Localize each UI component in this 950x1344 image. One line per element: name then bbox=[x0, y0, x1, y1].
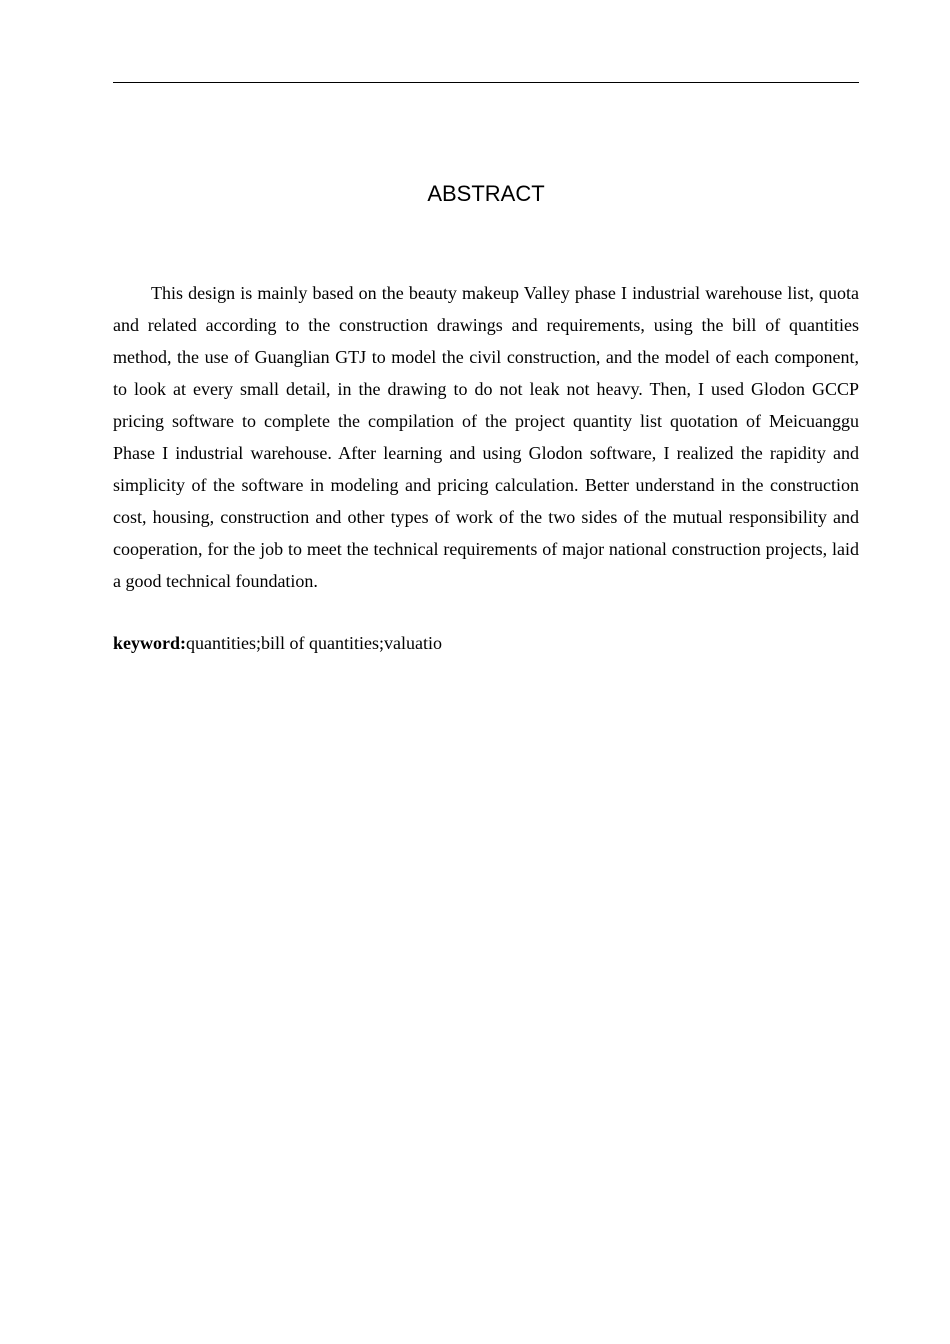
page-title: ABSTRACT bbox=[427, 181, 545, 206]
keywords-label: keyword: bbox=[113, 633, 186, 653]
keywords-value: quantities;bill of quantities;valuatio bbox=[186, 633, 442, 653]
header-rule bbox=[113, 82, 859, 83]
keywords-line bbox=[113, 628, 859, 658]
abstract-paragraph: This design is mainly based on the beauty makeup Valley phase I industrial warehouse list, quota and related according to the construction drawings and requirements, using the bill of quantities method, the use of Guanglian GTJ to model the civil construction, and the model of each component, to look at every small detail, in the drawing to do not leak not heavy. Then, I used Glodon GCCP pricing software to complete the compilation of the project quantity list quotation of Meicuanggu Phase I industrial warehouse. After learning and using Glodon software, I realized the rapidity and simplicity of the software in modeling and pricing calculation. Better understand in the construction cost, housing, construction and other types of work of the two sides of the mutual responsibility and cooperation, for the job to meet the technical requirements of major national construction projects, laid a good technical foundation. bbox=[113, 283, 859, 591]
